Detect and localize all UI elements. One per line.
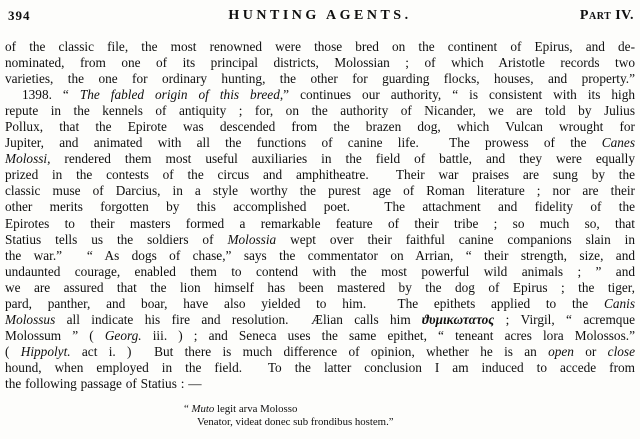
text-run: Jupiter, and animated with all the functions of canine life. The prowess of the — [5, 135, 602, 151]
text-run: undaunted courage, enabled them to contend with the most powerful wild animals ; ” and — [5, 263, 635, 279]
text-line — [5, 87, 635, 103]
text-run: iii. ) ; and Seneca uses the same epithet, “ teneant acres lora Molossos.” — [141, 327, 635, 343]
text-run: repute in the kennels of antiquity ; for, on the authority of Nicander, we are told by Julius — [5, 103, 635, 119]
text-run: other merits forgotten by this accomplished poet. The attachment and fidelity of the — [5, 199, 635, 215]
text-run: legit arva Molosso — [214, 403, 298, 416]
text-line — [5, 39, 635, 55]
text-line — [5, 135, 635, 151]
text-line — [5, 376, 635, 392]
text-run: wept over their faithful canine companions slain in — [276, 231, 635, 247]
text-run: Venator, videat donec sub frondibus hostem.” — [197, 416, 394, 429]
text-run: or — [573, 343, 608, 359]
italic-run: Canis — [603, 295, 635, 311]
italic-run: Hippolyt. — [20, 343, 71, 359]
italic-run: open — [548, 343, 574, 359]
quote-line — [184, 403, 640, 416]
italic-run: Molossus — [5, 311, 56, 327]
body-text — [5, 39, 635, 392]
greek-term: ϑυμικωτατος — [422, 311, 495, 327]
text-line — [5, 328, 635, 344]
text-run: ( — [5, 343, 21, 359]
text-run: all indicate his fire and resolution. Ælian calls him — [55, 311, 423, 327]
page-header — [6, 7, 634, 24]
text-line — [5, 312, 635, 328]
text-run: ,” continues our authority, “ is consistent with its high — [279, 87, 636, 103]
text-run: the following passage of Statius : — — [5, 375, 202, 391]
text-line — [5, 151, 635, 167]
italic-run: Molossia — [227, 231, 277, 247]
text-line — [5, 344, 635, 360]
text-run: pard, panther, and boar, have also yielded to him. The epithets applied to the — [5, 295, 604, 311]
text-run: nominated, from one of its principal districts, Molossian ; of which Aristotle records two — [5, 55, 635, 71]
text-line — [5, 183, 635, 199]
text-run: Molossum ” ( — [5, 327, 105, 343]
text-run: ; Virgil, “ acremque — [494, 311, 635, 327]
text-line — [5, 360, 635, 376]
text-line — [5, 103, 635, 119]
text-line — [5, 216, 635, 232]
italic-run: Muto — [191, 403, 215, 416]
running-title: HUNTING AGENTS. — [228, 8, 412, 23]
text-run: prized in the contests of the circus and amphitheatre. Their war praises are sung by the — [5, 167, 635, 183]
text-line — [5, 232, 635, 248]
text-run: , rendered them most useful auxiliaries in the field of battle, and they were equally — [47, 151, 635, 167]
text-line — [5, 280, 635, 296]
quote-block — [184, 403, 640, 430]
text-line — [5, 119, 635, 135]
text-run: hound, when employed in the field. To the latter conclusion I am induced to accede from — [5, 359, 635, 375]
text-run: classic muse of Darcius, in a style worthy the purest age of Roman literature ; nor are their — [5, 183, 635, 199]
text-line — [5, 248, 635, 264]
text-run: varieties, the one for ordinary hunting, the other for guarding flocks, houses, and property.” — [5, 71, 635, 87]
text-line — [5, 55, 635, 71]
italic-run: close — [607, 343, 635, 359]
text-run: we are assured that the lion himself has been mastered by the dog of Epirus ; the tiger, — [5, 279, 635, 295]
text-run: “ — [184, 403, 192, 416]
text-line — [5, 296, 635, 312]
text-line — [5, 167, 635, 183]
text-line — [5, 264, 635, 280]
text-run: Statius tells us the soldiers of — [5, 231, 228, 247]
part-label: Part IV. — [579, 8, 634, 23]
italic-run: The fabled origin of this breed — [79, 87, 280, 103]
text-line — [5, 199, 635, 215]
italic-run: Georg. — [104, 327, 142, 343]
text-run: Pollux, that the Epirote was descended from the brazen dog, which Vulcan wrought for — [5, 119, 635, 135]
text-run: of the classic file, the most renowned were those bred on the continent of Epirus, and de- — [5, 39, 635, 54]
italic-run: Molossi — [5, 151, 48, 167]
text-run: act i. ) But there is much difference of opinion, whether he is an — [70, 343, 549, 359]
text-run: Epirotes to their masters formed a remarkable feature of their tribe ; so much so, that — [5, 215, 635, 231]
text-line — [5, 71, 635, 87]
text-run: 1398. “ — [22, 87, 80, 103]
italic-run: Canes — [601, 135, 635, 151]
page-number: 394 — [8, 8, 31, 23]
text-run: the war.” “ As dogs of chase,” says the commentator on Arrian, “ their strength, size, and — [5, 247, 635, 263]
quote-line — [184, 416, 640, 429]
